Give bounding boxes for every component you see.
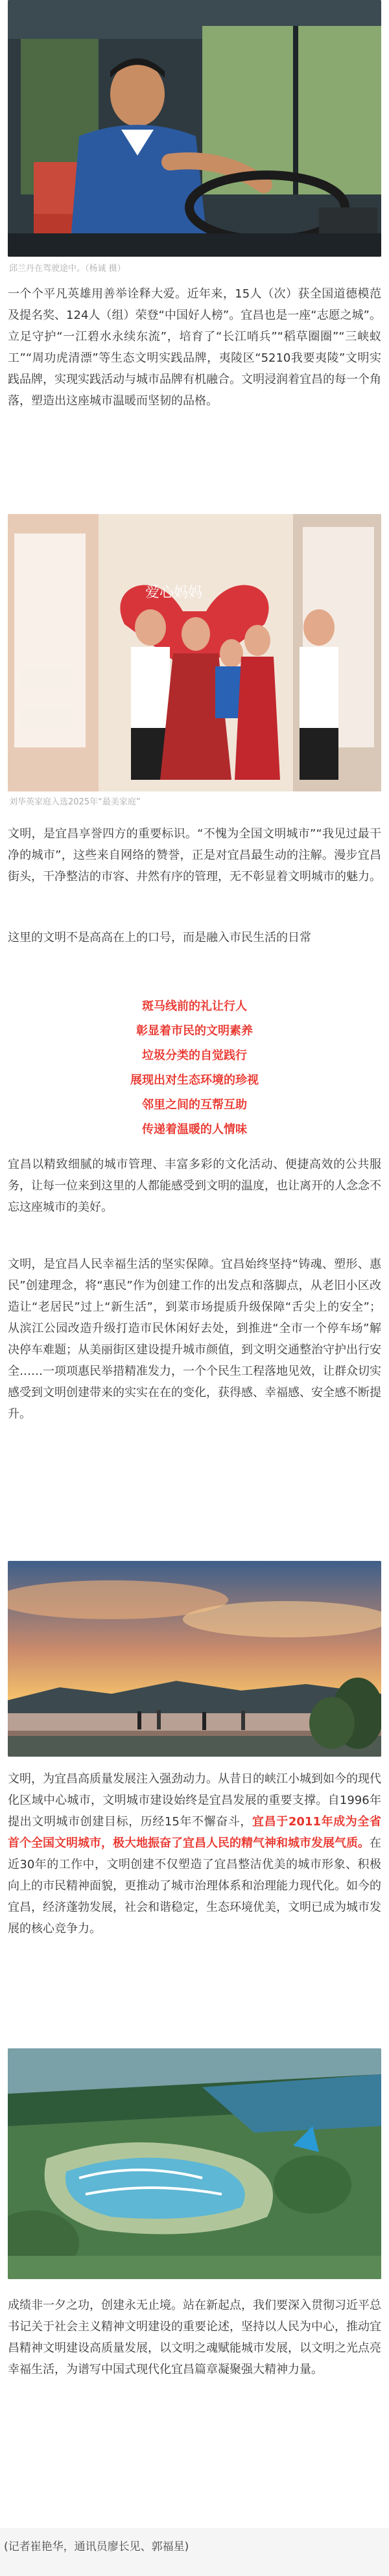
family-illustration: [8, 514, 381, 791]
virtue-item: 传递着温暖的人情味: [142, 1123, 247, 1136]
paragraph-city-management: 宜昌以精致细腻的城市管理、丰富多彩的文化活动、便捷高效的公共服务，让每一位来到这里的人都能感受到文明的温度，也让离开的人念念不忘这座城市的美好。: [8, 1158, 381, 1214]
photo-family: [8, 514, 381, 791]
aerial-park-illustration: [8, 2048, 381, 2279]
photo-riverside-sunset: [8, 1561, 381, 1757]
photo-aerial-park: [8, 2048, 381, 2279]
civic-virtues-list: [0, 994, 389, 1142]
paragraph-development: [8, 1768, 381, 1939]
paragraph-civilization-mark: 文明，是宜昌享誉四方的重要标识。“不愧为全国文明城市”“我见过最干净的城市”，这些来自网络的赞誉，正是对宜昌最生动的注解。漫步宜昌街头，干净整洁的市容、井然有序的管理，无不彰显着文明城市的魅力。: [8, 827, 381, 884]
reporter-credit: (记者崔艳华，通讯员廖长见、郭福星): [4, 2540, 189, 2553]
love-mom-sign: 爱心妈妈: [145, 585, 203, 601]
virtue-item: 垃圾分类的自觉践行: [142, 1049, 247, 1062]
riverside-sunset-illustration: [8, 1561, 381, 1757]
virtue-item: 展现出对生态环境的珍视: [130, 1073, 259, 1087]
development-highlight: 宜昌于2011年成为全省首个全国文明城市，极大地振奋了宜昌人民的精气神和城市发展气质。: [8, 1815, 381, 1850]
development-text-rest: 在近30年的工作中，文明创建不仅塑造了宜昌整洁优美的城市形象、积极向上的市民精神面貌，更推动了城市治理体系和治理能力现代化。如今的宜昌，经济蓬勃发展，社会和谐稳定，生态环境优美，文明已成为城市发展的核心竞争力。: [8, 1836, 381, 1936]
virtue-item: 彰显着市民的文明素养: [136, 1024, 253, 1038]
paragraph-daily-life: 这里的文明不是高高在上的口号，而是融入市民生活的日常: [8, 931, 311, 944]
bus-driver-illustration: [8, 0, 381, 257]
paragraph-happiness: 文明，是宜昌人民幸福生活的坚实保障。宜昌始终坚持“铸魂、塑形、惠民”创建理念，将“惠民”作为创建工作的出发点和落脚点，从老旧小区改造让“老居民”过上“新生活”，到菜市场提质升级保障“舌尖上的安全”；从滨江公园改造升级打造市民休闲好去处，到推进“全市一个停车场”解决停车难题；从美丽街区建设提升城市颜值，到文明交通整治守护出行安全……一项项惠民举措精准发力，一个个民生工程落地见效，让群众切实感受到文明创建带来的实实在在的变化，获得感、幸福感、安全感不断提升。: [8, 1258, 381, 1421]
photo-caption-2: 刘华英家庭入选2025年“最美家庭”: [9, 797, 141, 807]
paragraph-conclusion: 成绩非一夕之功，创建永无止境。站在新起点，我们要深入贯彻习近平总书记关于社会主义精神文明建设的重要论述，坚持以人民为中心，推动宜昌精神文明建设高质量发展，以文明之魂赋能城市发展，以文明之光点亮幸福生活，为谱写中国式现代化宜昌篇章凝聚强大精神力量。: [8, 2299, 381, 2376]
development-text-intro: 文明，为宜昌高质量发展注入强劲动力。从昔日的峡江小城到如今的现代化区域中心城市，文明城市建设始终是宜昌发展的重要支撑。自1996年提出文明城市创建目标，历经15年不懈奋斗，: [8, 1772, 381, 1829]
virtue-item: 斑马线前的礼让行人: [142, 1000, 247, 1013]
photo-caption-1: 邱兰丹在驾驶途中。（杨诚 摄）: [9, 264, 126, 274]
virtue-item: 邻里之间的互帮互助: [142, 1098, 247, 1112]
paragraph-heroes: 一个个平凡英雄用善举诠释大爱。近年来，15人（次）获全国道德模范及提名奖、124人（组）荣登“中国好人榜”。宜昌也是一座“志愿之城”。立足守护“一江碧水永续东流”，培育了“长江哨兵”“稻草圈圈”“三峡蚁工”“周功虎清漂”等生态文明实践品牌，夷陵区“5210我要夷陵”文明实践品牌，实现实践活动与城市品牌有机融合。文明浸润着宜昌的每一个角落，塑造出这座城市温暖而坚韧的品格。: [8, 287, 381, 408]
photo-bus-driver: [8, 0, 381, 257]
reporter-credit-bar: [0, 2528, 389, 2576]
